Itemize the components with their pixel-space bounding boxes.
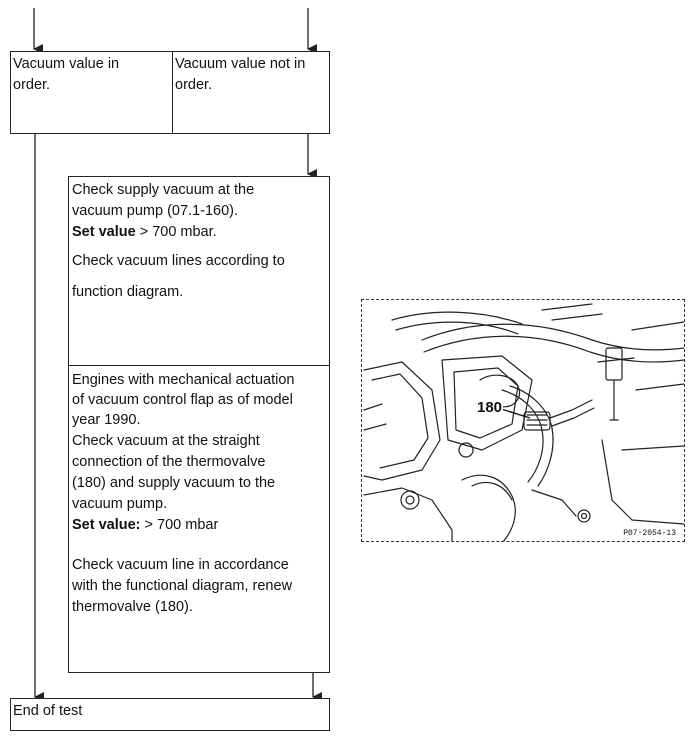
step2-line10: with the functional diagram, renew <box>72 578 293 594</box>
step2-line9: Check vacuum line in accordance <box>72 557 289 573</box>
branch-in-order-text: Vacuum value in order. <box>13 56 120 93</box>
step1-line2: vacuum pump (07.1-160). <box>72 203 239 219</box>
branch-not-in-order-text: Vacuum value not in order. <box>175 56 306 93</box>
step1-set-number: > 700 mbar. <box>135 224 217 240</box>
step2-line5: connection of the thermovalve <box>72 454 266 470</box>
step2-line2: of vacuum control flap as of model <box>72 392 293 408</box>
engine-illustration <box>361 299 685 542</box>
step2-line4: Check vacuum at the straight <box>72 433 260 449</box>
step2-line3: year 1990. <box>72 412 141 428</box>
step1-set-label: Set value <box>72 224 136 240</box>
step2-set-number: > 700 mbar <box>140 517 219 533</box>
callout-180: 180 <box>477 399 503 416</box>
step1-line4: Check vacuum lines according to <box>72 253 285 269</box>
step2-line7: vacuum pump. <box>72 496 168 512</box>
step2-set-label: Set value: <box>72 517 141 533</box>
engine-line-drawing <box>362 300 685 542</box>
step2-line11: thermovalve (180). <box>72 599 193 615</box>
figure-id: P07-2054-13 <box>623 529 676 538</box>
end-label: End of test <box>13 703 83 719</box>
step1-set-value <box>72 222 217 243</box>
step2-line1: Engines with mechanical actuation <box>72 372 295 388</box>
step1-line1: Check supply vacuum at the <box>72 182 255 198</box>
step2-line6: (180) and supply vacuum to the <box>72 475 276 491</box>
step1-line5: function diagram. <box>72 284 184 300</box>
step2-set-value <box>72 515 218 536</box>
